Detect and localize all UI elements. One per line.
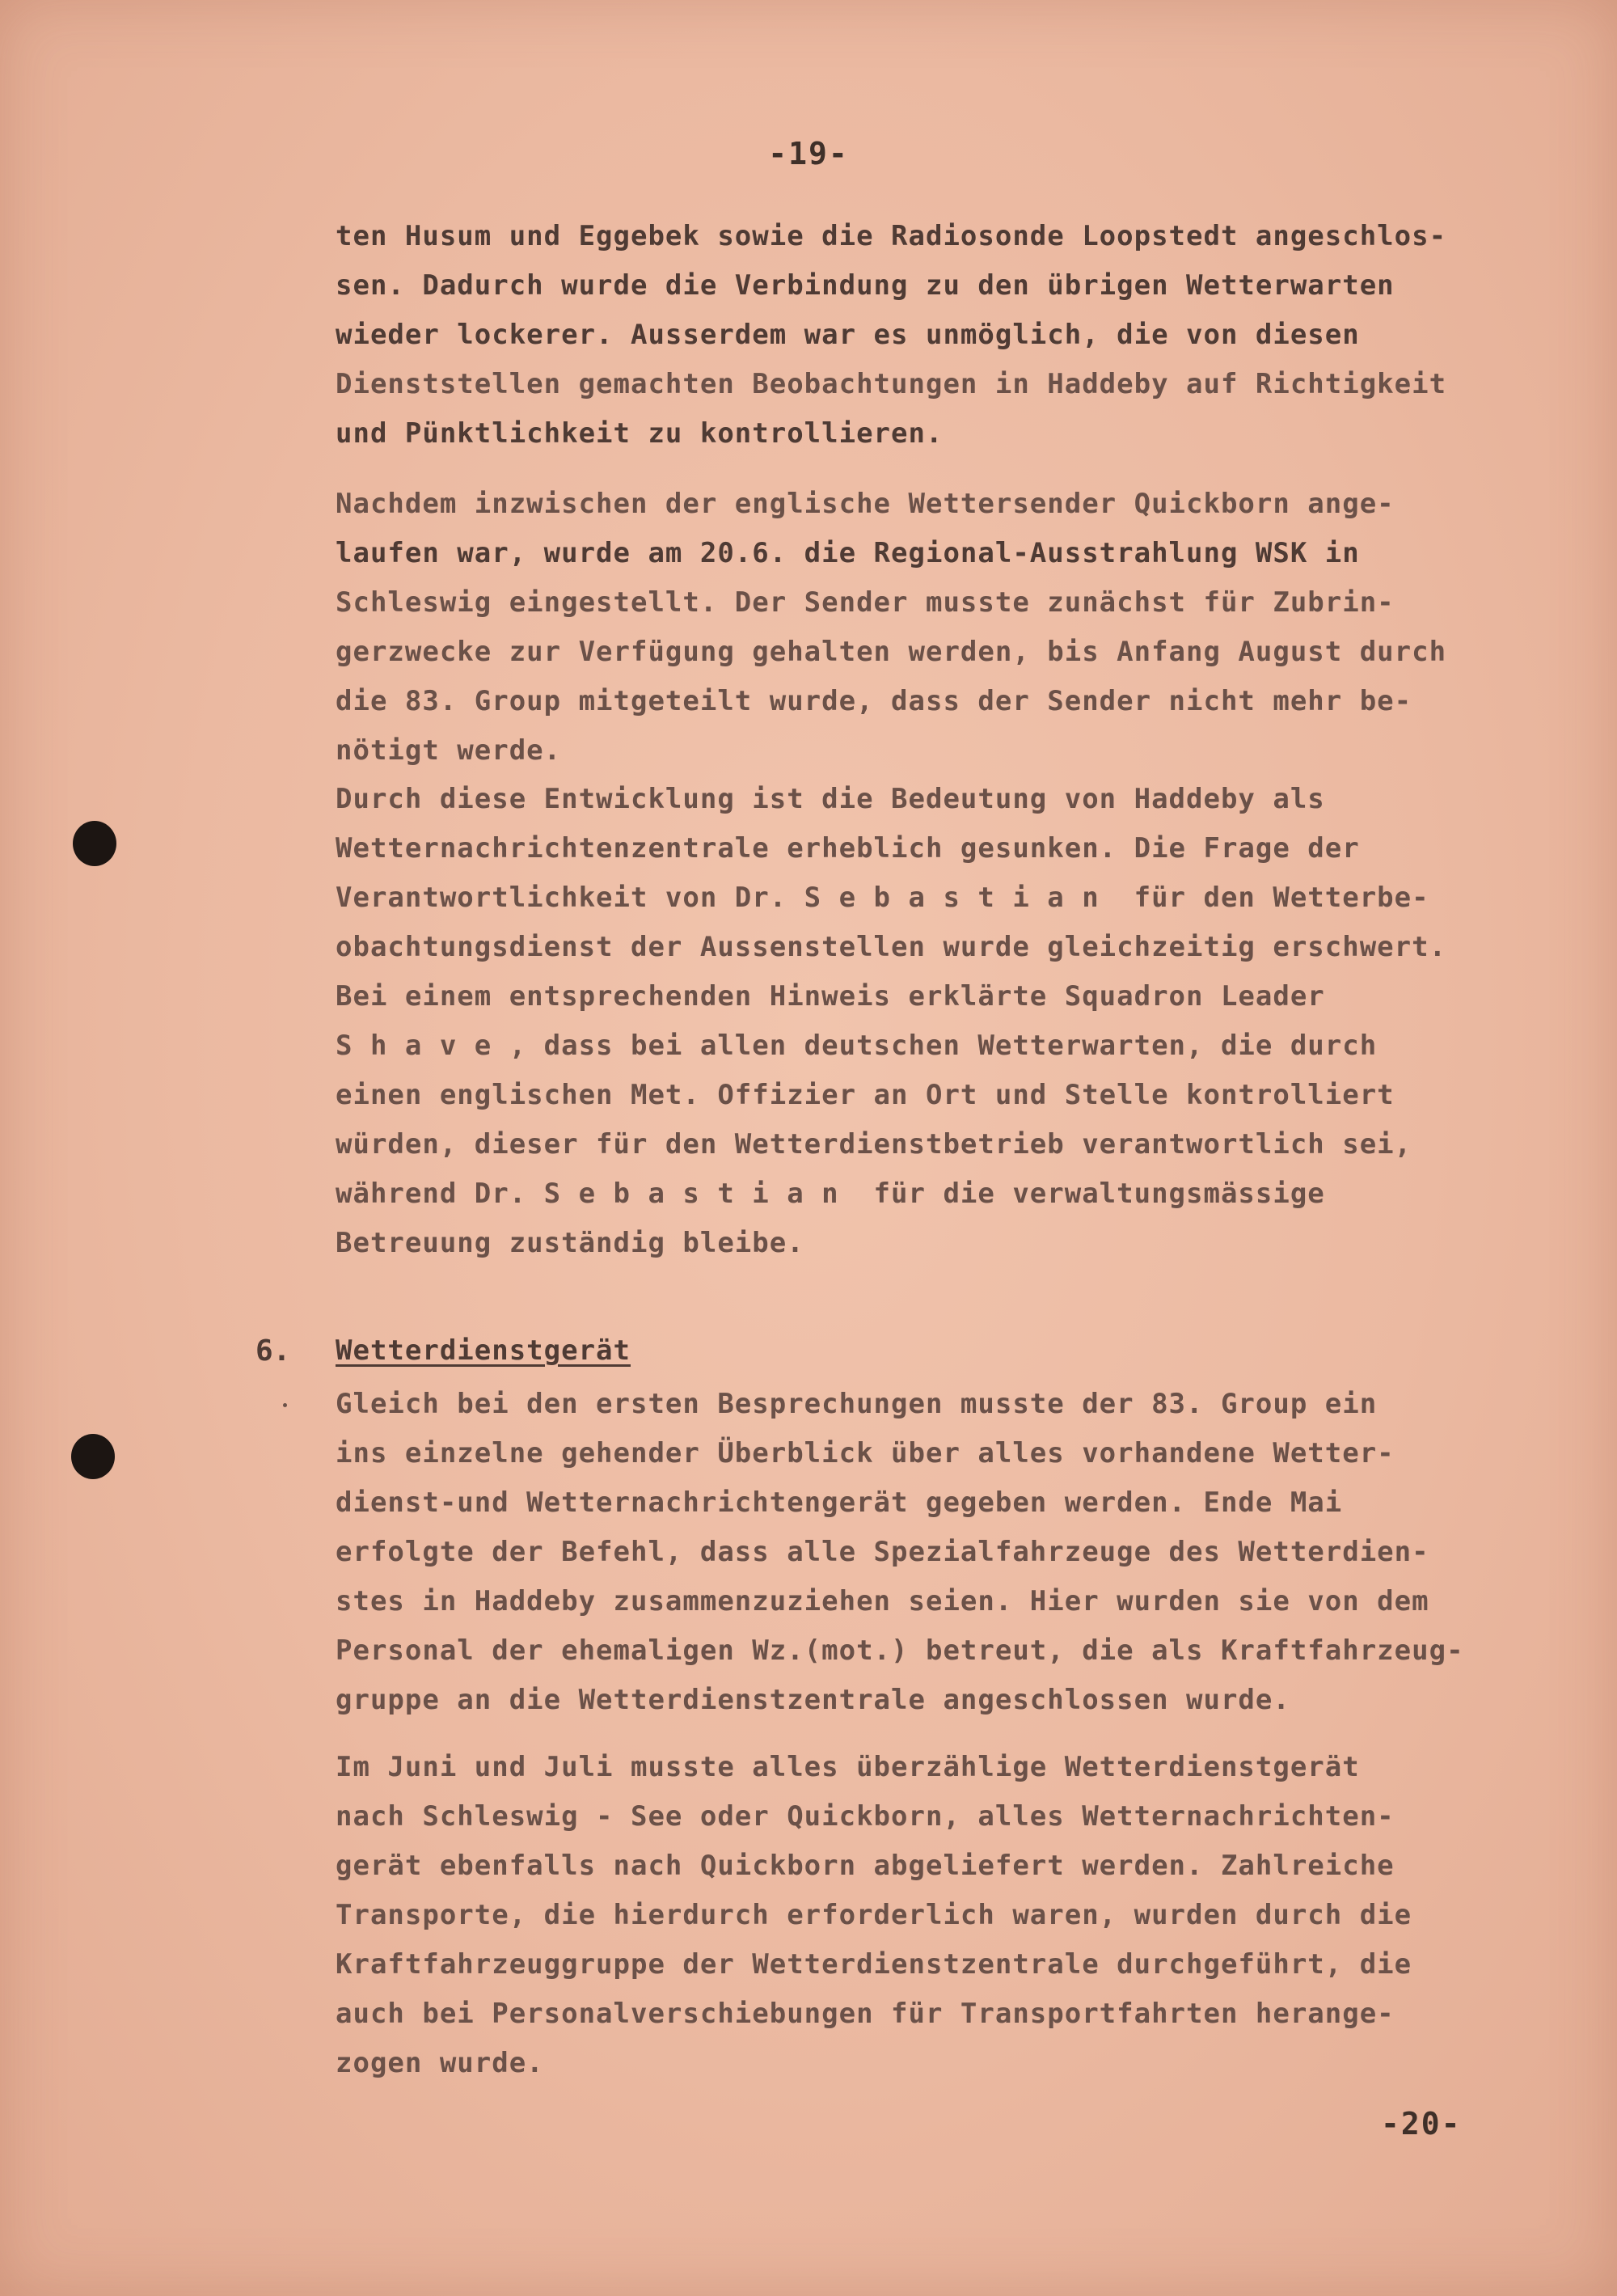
text-line: Schleswig eingestellt. Der Sender musste zunächst für Zubrin- xyxy=(336,586,1395,619)
text-line: Gleich bei den ersten Besprechungen musste der 83. Group ein xyxy=(336,1388,1378,1420)
punch-hole xyxy=(73,821,116,866)
text-line: Dienststellen gemachten Beobachtungen in Haddeby auf Richtigkeit xyxy=(336,368,1447,400)
text-line: Im Juni und Juli musste alles überzählige Wetterdienstgerät xyxy=(336,1751,1360,1783)
text-line: sen. Dadurch wurde die Verbindung zu den übrigen Wetterwarten xyxy=(336,269,1395,302)
paragraph-5 xyxy=(336,1743,1412,2088)
page-number: -19- xyxy=(768,136,849,171)
text-line: zogen wurde. xyxy=(336,2047,544,2079)
text-line: die 83. Group mitgeteilt wurde, dass der Sender nicht mehr be- xyxy=(336,685,1412,717)
text-line: würden, dieser für den Wetterdienstbetrieb verantwortlich sei, xyxy=(336,1128,1412,1161)
text-line: erfolgte der Befehl, dass alle Spezialfahrzeuge des Wetterdien- xyxy=(336,1536,1429,1568)
text-line: ins einzelne gehender Überblick über alles vorhandene Wetter- xyxy=(336,1437,1395,1469)
section-heading: Wetterdienstgerät xyxy=(336,1334,631,1367)
text-line: einen englischen Met. Offizier an Ort und Stelle kontrolliert xyxy=(336,1079,1395,1111)
paragraph-4 xyxy=(336,1380,1464,1725)
text-line: gerät ebenfalls nach Quickborn abgeliefert werden. Zahlreiche xyxy=(336,1850,1395,1882)
text-line: auch bei Personalverschiebungen für Transportfahrten herange- xyxy=(336,1998,1395,2030)
ink-dot xyxy=(283,1403,287,1407)
punch-hole xyxy=(71,1434,115,1479)
text-line: Transporte, die hierdurch erforderlich waren, wurden durch die xyxy=(336,1899,1412,1931)
text-line: gerzwecke zur Verfügung gehalten werden, bis Anfang August durch xyxy=(336,636,1447,668)
text-line: obachtungsdienst der Aussenstellen wurde gleichzeitig erschwert. xyxy=(336,931,1447,963)
text-line: Verantwortlichkeit von Dr. S e b a s t i a n für den Wetterbe- xyxy=(336,882,1429,914)
text-line: und Pünktlichkeit zu kontrollieren. xyxy=(336,417,944,450)
text-line: gruppe an die Wetterdienstzentrale angeschlossen wurde. xyxy=(336,1684,1290,1716)
text-line: nötigt werde. xyxy=(336,734,562,767)
text-line: während Dr. S e b a s t i a n für die verwaltungsmässige xyxy=(336,1178,1325,1210)
text-line: ten Husum und Eggebek sowie die Radiosonde Loopstedt angeschlos- xyxy=(336,220,1447,252)
text-line: nach Schleswig - See oder Quickborn, alles Wetternachrichten- xyxy=(336,1800,1395,1833)
text-line: Kraftfahrzeuggruppe der Wetterdienstzentrale durchgeführt, die xyxy=(336,1948,1412,1981)
text-line: dienst-und Wetternachrichtengerät gegeben werden. Ende Mai xyxy=(336,1486,1343,1519)
text-line: wieder lockerer. Ausserdem war es unmöglich, die von diesen xyxy=(336,319,1360,351)
text-line: Nachdem inzwischen der englische Wettersender Quickborn ange- xyxy=(336,488,1395,520)
text-line: S h a v e , dass bei allen deutschen Wetterwarten, die durch xyxy=(336,1030,1378,1062)
text-line: Betreuung zuständig bleibe. xyxy=(336,1227,804,1259)
text-line: laufen war, wurde am 20.6. die Regional-Ausstrahlung WSK in xyxy=(336,537,1360,569)
text-line: Bei einem entsprechenden Hinweis erklärte Squadron Leader xyxy=(336,980,1325,1013)
text-line: stes in Haddeby zusammenzuziehen seien. Hier wurden sie von dem xyxy=(336,1585,1429,1617)
next-page-marker: -20- xyxy=(1381,2106,1462,2142)
text-line: Wetternachrichtenzentrale erheblich gesunken. Die Frage der xyxy=(336,832,1360,865)
text-line: Durch diese Entwicklung ist die Bedeutung von Haddeby als xyxy=(336,783,1325,815)
paragraph-2 xyxy=(336,480,1446,776)
paragraph-1 xyxy=(336,212,1446,459)
section-number: 6. xyxy=(255,1334,291,1368)
paragraph-3 xyxy=(336,775,1446,1268)
text-line: Personal der ehemaligen Wz.(mot.) betreut, die als Kraftfahrzeug- xyxy=(336,1634,1464,1667)
